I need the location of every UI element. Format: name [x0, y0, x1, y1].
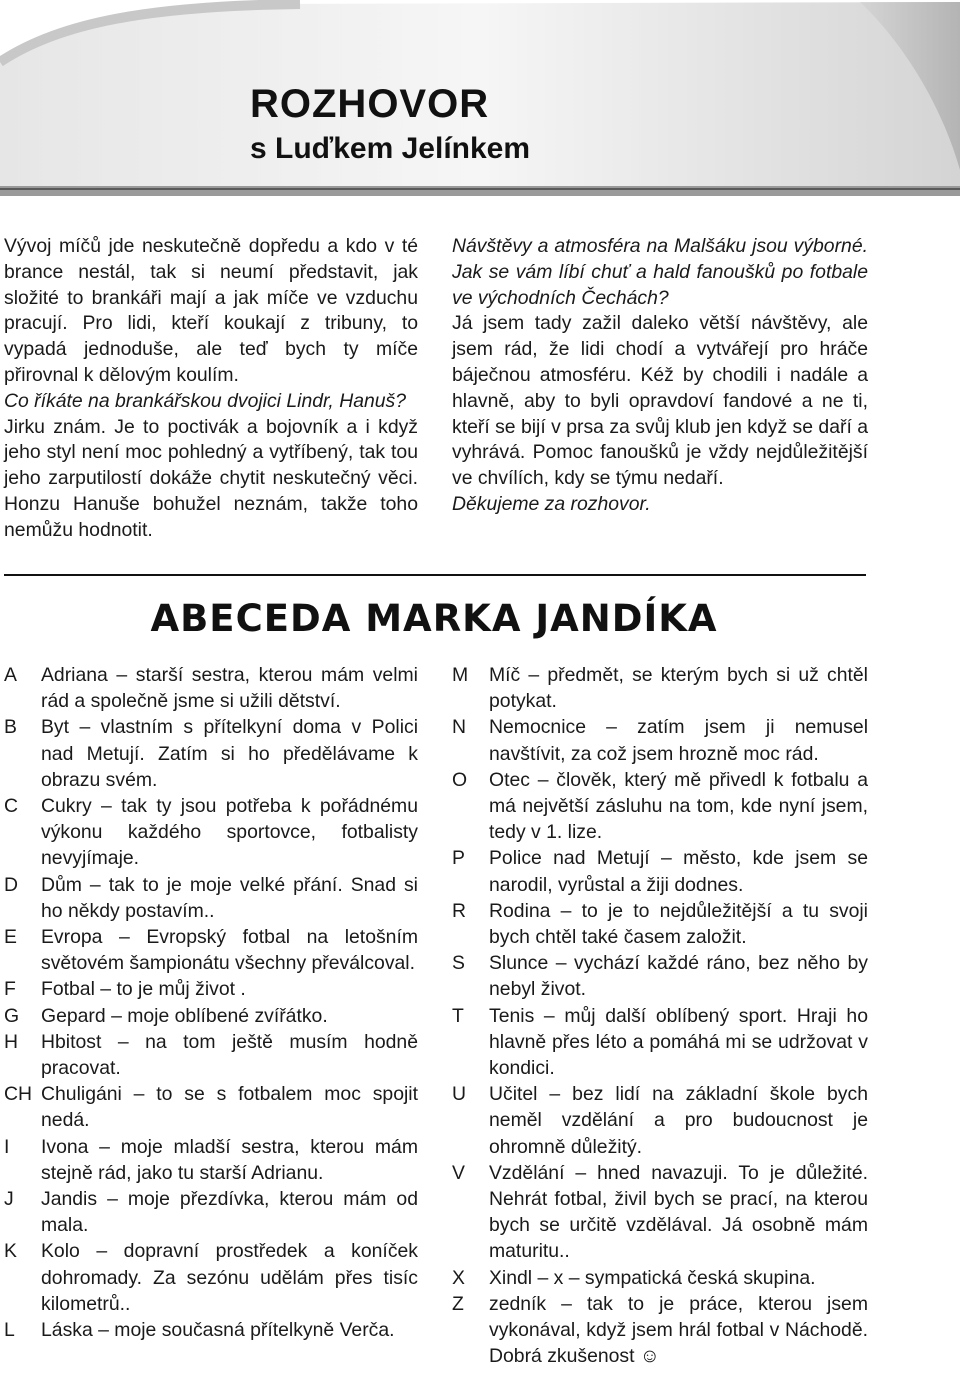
alphabet-entry-p [452, 845, 868, 897]
entry-letter: H [4, 1030, 19, 1053]
entry-text: Police nad Metují – město, kde jsem se narodil, vyrůstal a žiji dodnes. [489, 847, 868, 896]
entry-text: Evropa – Evropský fotbal na letošním světovém šampionátu všechny převálcoval. [41, 926, 418, 975]
entry-text: Kolo – dopravní prostředek a koníček dohromady. Za sezónu udělám přes tisíc kilometrů.. [41, 1240, 418, 1315]
entry-letter: CH [4, 1083, 33, 1106]
entry-text: Vzdělání – hned navazuji. To je důležité. Nehrát fotbal, živil bych se prací, na kterou bych se určitě vzdělával. Já osobně mám maturitu.. [489, 1161, 868, 1263]
alphabet-entry-l [4, 1317, 418, 1343]
entry-text: Míč – předmět, se kterým bych si už chtěl potykat. [489, 664, 868, 713]
entry-letter: T [452, 1004, 464, 1027]
entry-letter: A [4, 664, 17, 686]
entry-text: Gepard – moje oblíbené zvířátko. [41, 1004, 328, 1027]
alphabet-entry-f [4, 976, 418, 1002]
alphabet-entry-a [4, 662, 418, 714]
alphabet-entry-t [452, 1003, 868, 1082]
entry-letter: I [4, 1135, 10, 1158]
entry-letter: X [452, 1266, 465, 1289]
interview-question: Co říkáte na brankářskou dvojici Lindr, Hanuš? [4, 389, 407, 412]
entry-letter: N [452, 716, 467, 739]
interview-answer: Jirku znám. Je to poctivák a bojovník a i když jeho styl není moc pohledný a vytříbený, tak tou jeho zarputilostí dokáže chytit neskutečný věci. Honzu Hanuše bohužel neznám, takže toho nemůžu hodnotit. [4, 415, 418, 541]
alphabet-title: ABECEDA MARKA JANDÍKA [150, 597, 718, 640]
entry-text: Učitel – bez lidí na základní škole bych neměl vzdělání a pro budoucnost je ohromně důležitý. [489, 1083, 868, 1158]
entry-letter: M [452, 664, 469, 686]
alphabet-entry-b [4, 714, 418, 793]
entry-letter: U [452, 1083, 467, 1106]
entry-text: Fotbal – to je můj život . [41, 978, 246, 1001]
interview-closing: Děkujeme za rozhovor. [452, 492, 651, 515]
section-divider [4, 574, 866, 576]
alphabet-left-list [4, 662, 418, 1343]
alphabet-entry-g [4, 1003, 418, 1029]
entry-letter: O [452, 768, 468, 791]
page-subtitle: s Luďkem Jelínkem [250, 132, 531, 165]
alphabet-entry-k [4, 1238, 418, 1317]
interview-left-column [4, 234, 418, 544]
alphabet-entry-i [4, 1134, 418, 1186]
page-title: ROZHOVOR [250, 82, 490, 126]
interview-paragraph: Vývoj míčů jde neskutečně dopředu a kdo v té brance nestál, tak si neumí představit, jak složité to brankáři mají a jak míče ve vzduchu pracují. Pro lidi, kteří koukají z tribuny, to vypadá jednoduše, ale teď bych ty míče přirovnal k dělovým koulím. [4, 235, 418, 386]
interview-right-column [452, 234, 868, 518]
alphabet-entry-n [452, 714, 868, 766]
entry-text: Ivona – moje mladší sestra, kterou mám stejně rád, jako tu starší Adrianu. [41, 1135, 418, 1184]
alphabet-entry-v [452, 1160, 868, 1265]
entry-text: Láska – moje současná přítelkyně Verča. [41, 1319, 395, 1342]
entry-letter: B [4, 716, 17, 739]
entry-text: Chuligáni – to se s fotbalem moc spojit nedá. [41, 1083, 418, 1132]
entry-text: Byt – vlastním s přítelkyní doma v Polici nad Metují. Zatím si ho předělávame k obrazu svém. [41, 716, 418, 791]
entry-letter: K [4, 1240, 17, 1263]
entry-letter: C [4, 795, 19, 818]
entry-letter: J [4, 1188, 14, 1211]
entry-text: Nemocnice – zatím jsem ji nemusel navštívit, za což jsem hrozně moc rád. [489, 716, 868, 765]
entry-letter: L [4, 1319, 15, 1342]
entry-letter: F [4, 978, 16, 1001]
alphabet-entry-r [452, 898, 868, 950]
alphabet-entry-z [452, 1291, 868, 1370]
alphabet-entry-x [452, 1265, 868, 1291]
entry-text: Hbitost – na tom ještě musím hodně pracovat. [41, 1030, 418, 1080]
alphabet-entry-e [4, 924, 418, 976]
entry-text: Xindl – x – sympatická česká skupina. [489, 1266, 816, 1289]
entry-text: Rodina – to je to nejdůležitější a tu svoji bych chtěl také časem založit. [489, 899, 868, 949]
entry-letter: G [4, 1004, 20, 1027]
alphabet-entry-h [4, 1029, 418, 1081]
alphabet-right-list [452, 662, 868, 1369]
alphabet-entry-d [4, 872, 418, 924]
entry-text: Adriana – starší sestra, kterou mám velmi rád a společně jsme si užili dětství. [41, 664, 418, 713]
entry-letter: D [4, 873, 19, 896]
entry-text: Tenis – můj další oblíbený sport. Hraji ho hlavně přes léto a pomáhá mi se udržovat v kondici. [489, 1004, 868, 1080]
entry-letter: S [452, 952, 465, 975]
alphabet-entry-ch [4, 1081, 418, 1133]
interview-answer: Já jsem tady zažil daleko větší návštěvy, ale jsem rád, že lidi chodí a vytvářejí pro hráče báječnou atmosféru. Kéž by chodili i nadále a hlavně, aby to byli opravdoví fandové a ne ti, kteří se bijí v prsa za svůj klub jen když se daří a vyhrává. Pomoc fanoušků je vždy nejdůležitější ve chvílích, kdy se týmu nedaří. [452, 312, 868, 490]
alphabet-entry-s [452, 950, 868, 1002]
entry-text: Cukry – tak ty jsou potřeba k pořádnému výkonu každého sportovce, fotbalisty nevyjímaje. [41, 795, 418, 870]
interview-question: Návštěvy a atmosféra na Malšáku jsou výborné. Jak se vám líbí chuť a hald fanoušků po fotbale ve východních Čechách? [452, 235, 868, 309]
alphabet-entry-m [452, 662, 868, 714]
entry-letter: R [452, 899, 467, 922]
alphabet-entry-o [452, 767, 868, 846]
entry-text: Dům – tak to je moje velké přání. Snad si ho někdy postavím.. [41, 873, 418, 922]
entry-letter: Z [452, 1292, 464, 1315]
entry-text: Slunce – vychází každé ráno, bez něho by nebyl život. [489, 952, 868, 1001]
header-banner [0, 0, 960, 200]
entry-letter: V [452, 1161, 465, 1184]
alphabet-entry-c [4, 793, 418, 872]
entry-letter: E [4, 926, 17, 949]
entry-letter: P [452, 847, 465, 870]
entry-text: Otec – člověk, který mě přivedl k fotbalu a má největší zásluhu na tom, kde nyní jsem, tedy v 1. lize. [489, 768, 868, 844]
entry-text: Jandis – moje přezdívka, kterou mám od mala. [41, 1188, 418, 1237]
alphabet-entry-u [452, 1081, 868, 1160]
entry-text: zedník – tak to je práce, kterou jsem vykonával, když jsem hrál fotbal v Náchodě. Dobrá zkušenost ☺ [489, 1292, 868, 1368]
alphabet-entry-j [4, 1186, 418, 1238]
